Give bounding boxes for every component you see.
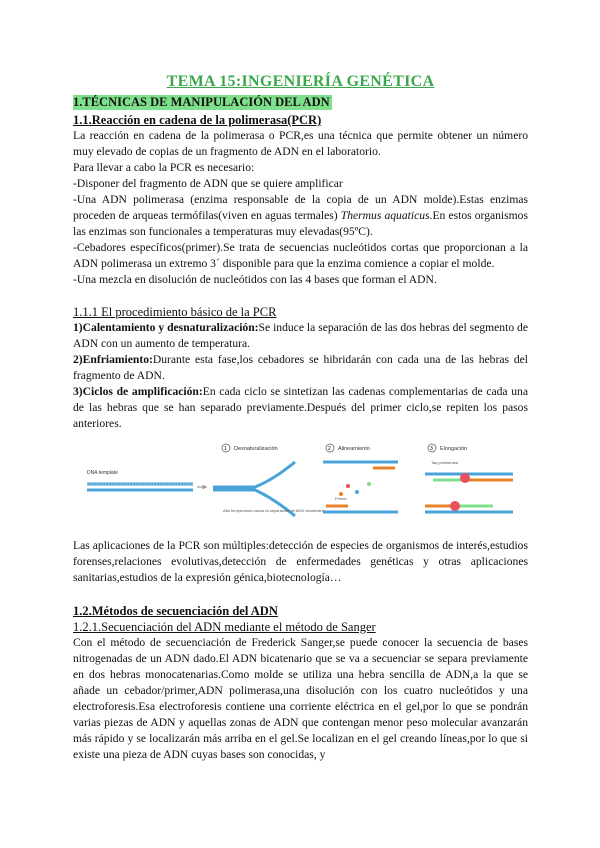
subsection-heading-procedure: 1.1.1 El procedimiento básico de la PCR xyxy=(73,305,277,319)
subsection-heading-sanger: 1.2.1.Secuenciación del ADN mediante el método de Sanger xyxy=(73,620,376,634)
paragraph-applications: Las aplicaciones de la PCR son múltiples:detección de especies de organismos de interés,estudios forenses,relaciones evolutivas,detección de enfermedades genéticas y otras aplicaciones sanitarias,estudios de la expresión génica,biotecnología… xyxy=(73,539,528,584)
pcr-diagram xyxy=(73,440,528,532)
step3-number: 3 xyxy=(430,446,433,452)
paragraph-pcr-intro: La reacción en cadena de la polimerasa o PCR,es una técnica que permite obtener un número muy elevado de copias de un fragmento de ADN en el laboratorio. xyxy=(73,129,528,158)
annealing-strands xyxy=(323,462,398,512)
document-page xyxy=(73,72,528,763)
step-3: 3)Ciclos de amplificación:En cada ciclo se sintetizan las cadenas complementarias de cada una de las hebras que se han separado previamente.Después del primer ciclo,se repiten los pasos anteriores. xyxy=(73,385,528,430)
subsection-heading-pcr: 1.1.Reacción en cadena de la polimerasa(PCR) xyxy=(73,113,322,127)
dna-template-label: DNA template xyxy=(87,470,118,476)
page-title: TEMA 15:INGENIERÍA GENÉTICA xyxy=(166,73,435,90)
polymerase-label: Taq polimerasa xyxy=(431,460,459,465)
elongation-strands xyxy=(425,473,513,512)
step1-number: 1 xyxy=(224,446,227,452)
pcr-figure xyxy=(73,440,528,532)
list-item-polymerase: -Una ADN polimerasa (enzima responsable de la copia de un ADN molde).Estas enzimas proceden de arqueas termófilas(viven en aguas termales) Thermus aquaticus.En estos organismos las enzimas son funcionales a temperaturas muy elevadas(95ºC). xyxy=(73,193,528,238)
step1-note: Alta temperatura causa la separación de ADN bicatenario xyxy=(223,508,325,513)
section-heading-1: 1.TÉCNICAS DE MANIPULACIÓN DEL ADN xyxy=(73,95,330,109)
paragraph-requirements: Para llevar a cabo la PCR es necesario: xyxy=(73,161,255,174)
list-item-nucleotides: -Una mezcla en disolución de nucleótidos con las 4 bases que forman el ADN. xyxy=(73,273,437,286)
step1-label: Desnaturalización xyxy=(234,446,278,452)
primer-label: Primer xyxy=(335,496,347,501)
step2-number: 2 xyxy=(328,446,331,452)
step3-label: Elongación xyxy=(440,446,468,452)
list-item-primers: -Cebadores específicos(primer).Se trata de secuencias nucleótidos cortas que proporcionan a la ADN polimerasa un extremo 3´ disponible para que la enzima comience a copiar el molde. xyxy=(73,241,528,270)
species-name: Thermus aquaticus xyxy=(340,209,430,222)
subsection-heading-sequencing: 1.2.Métodos de secuenciación del ADN xyxy=(73,604,278,618)
paragraph-sanger: Con el método de secuenciación de Frederick Sanger,se puede conocer la secuencia de bases nitrogenadas de un ADN dado.El ADN bicatenario que se va a secuenciar se separa previamente en dos hebras monocatenarias.Como molde se utiliza una hebra sencilla de ADN,a la que se añade un cebador/primer,ADN polimerasa,una disolución con los cuatro nucleótidos y una electroforesis.Esa electroforesis contiene una corriente eléctrica en el gel,por lo que se pondrán varias piezas de ADN y aquellas zonas de ADN que contengan menor peso molecular avanzarán más rápido y se localizarán más arriba en el gel.Se localizan en el gel creando líneas,por lo que si existe una pieza de ADN cuyas bases son conocidas, y xyxy=(73,636,528,761)
dna-template-strands xyxy=(87,484,193,490)
step2-label: Alineamiento xyxy=(338,446,370,452)
step-1: 1)Calentamiento y desnaturalización:Se induce la separación de las dos hebras del segmento de ADN con un aumento de temperatura. xyxy=(73,321,528,350)
step-2: 2)Enfriamiento:Durante esta fase,los cebadores se hibridarán con cada una de las hebras del fragmento de ADN. xyxy=(73,353,528,382)
list-item-fragment: -Disponer del fragmento de ADN que se quiere amplificar xyxy=(73,177,343,190)
